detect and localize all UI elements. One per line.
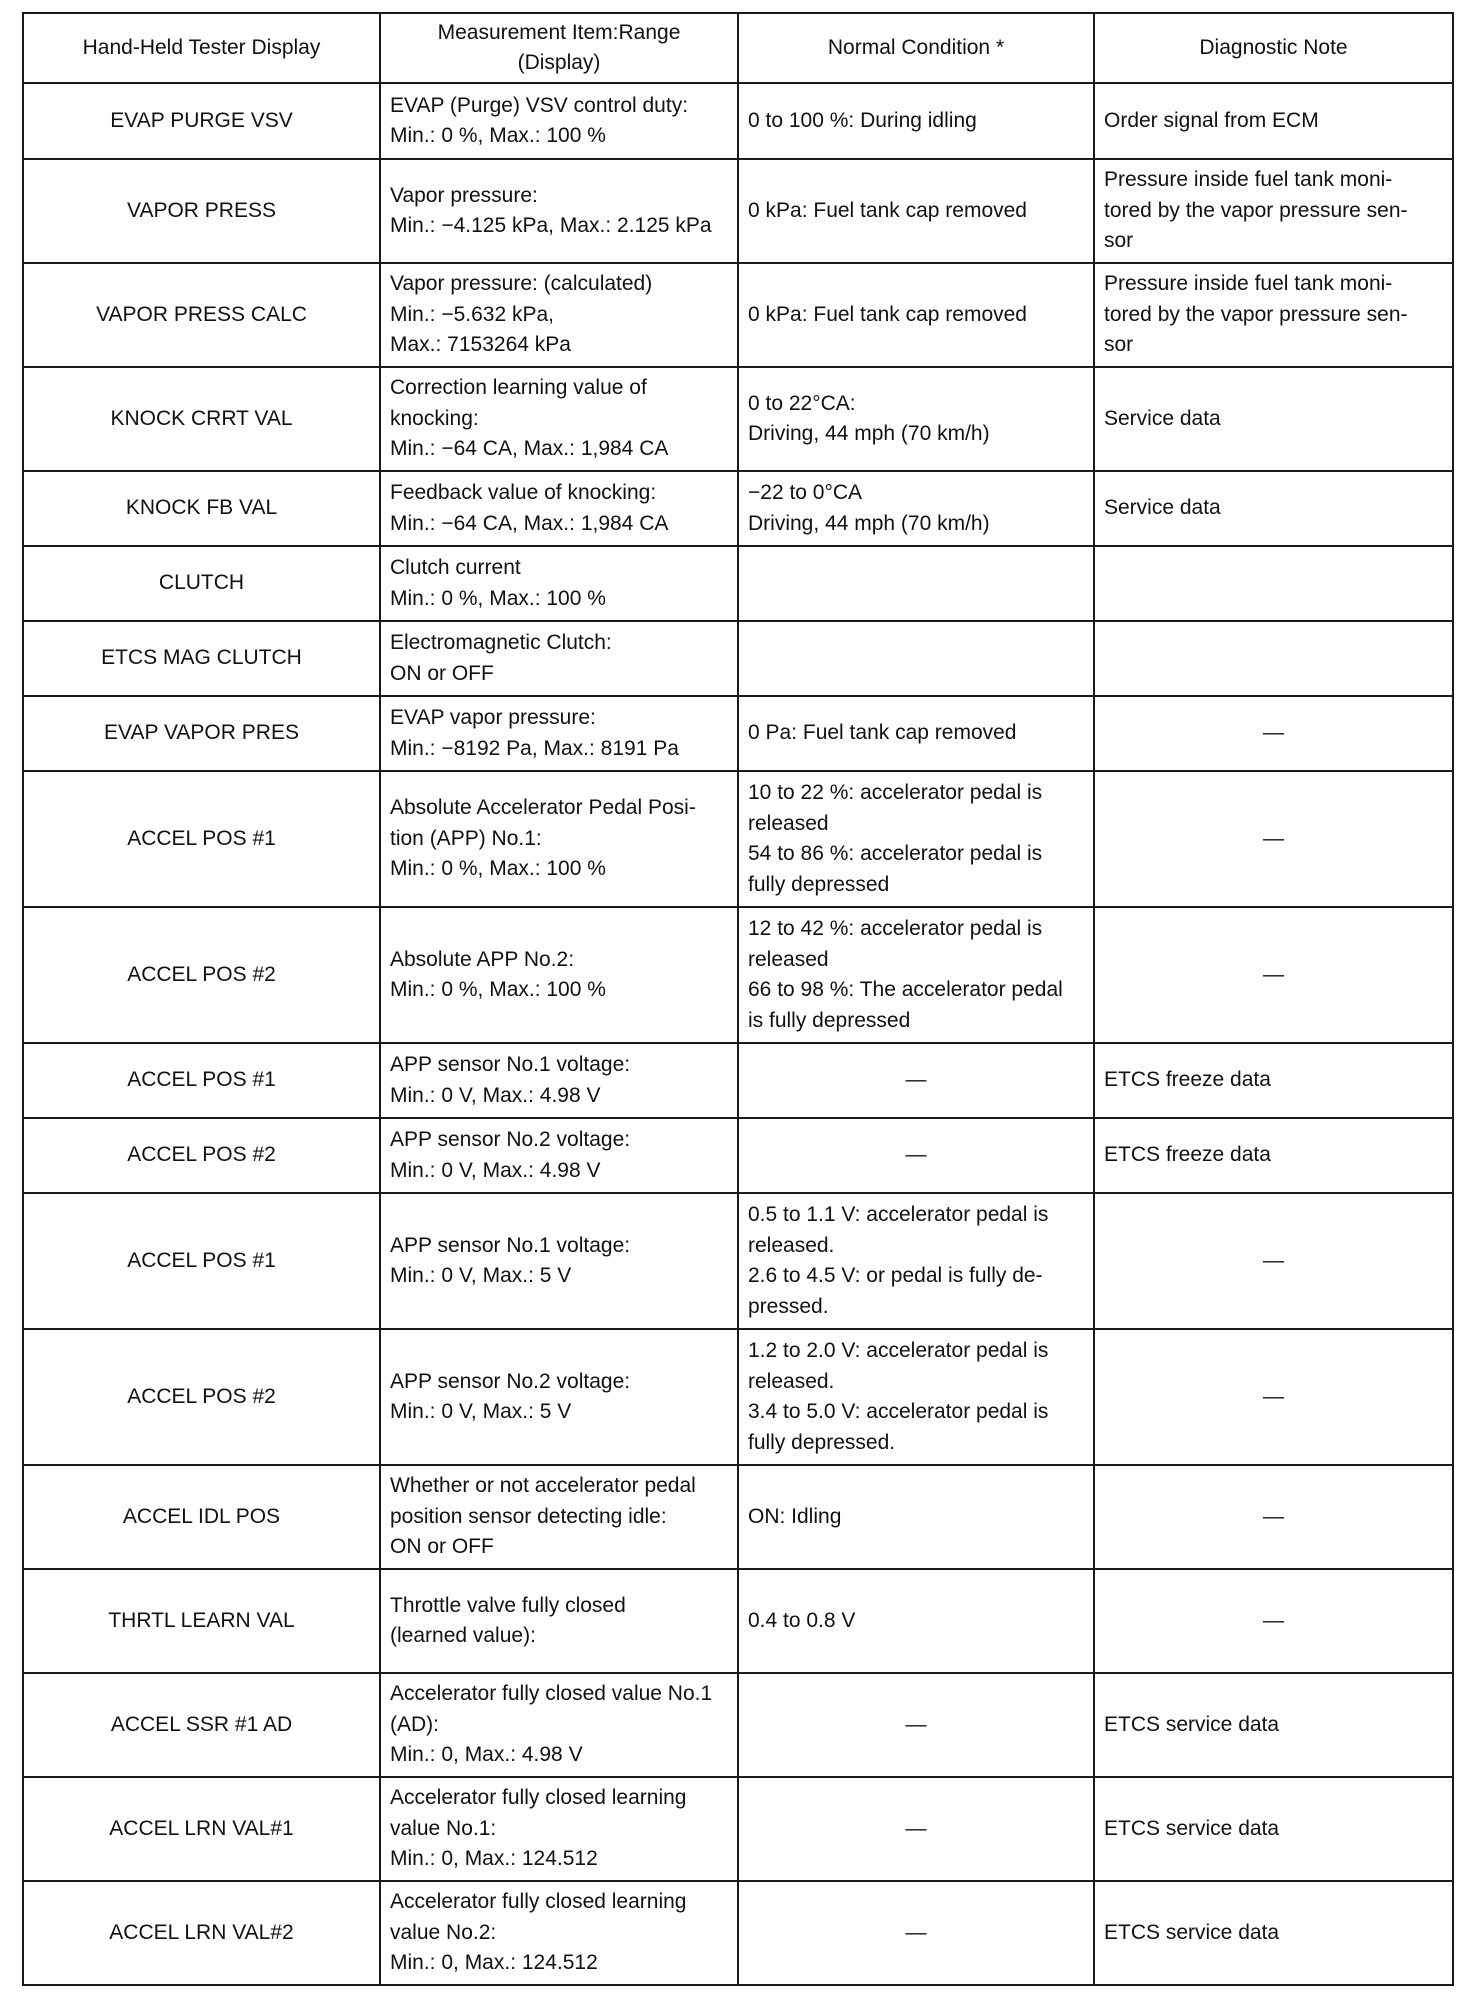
measurement-item-cell: APP sensor No.1 voltage: Min.: 0 V, Max.: 5 V bbox=[380, 1193, 738, 1329]
table-row bbox=[23, 471, 1453, 546]
tester-display-cell: ACCEL POS #1 bbox=[23, 1043, 380, 1118]
normal-condition-cell: −22 to 0°CA Driving, 44 mph (70 km/h) bbox=[738, 471, 1094, 546]
normal-condition-cell: — bbox=[738, 1673, 1094, 1777]
header-measurement-item: Measurement Item:Range (Display) bbox=[380, 13, 738, 83]
diagnostic-note-cell: — bbox=[1094, 1569, 1453, 1673]
table-row bbox=[23, 546, 1453, 621]
normal-condition-cell: 0.4 to 0.8 V bbox=[738, 1569, 1094, 1673]
table-row bbox=[23, 771, 1453, 907]
measurement-item-cell: EVAP (Purge) VSV control duty: Min.: 0 %, Max.: 100 % bbox=[380, 83, 738, 159]
table-header bbox=[23, 13, 1453, 83]
normal-condition-cell: — bbox=[738, 1043, 1094, 1118]
tester-display-cell: VAPOR PRESS bbox=[23, 159, 380, 263]
diagnostic-note-cell: Service data bbox=[1094, 367, 1453, 471]
measurement-item-cell: EVAP vapor pressure: Min.: −8192 Pa, Max.: 8191 Pa bbox=[380, 696, 738, 771]
header-tester-display: Hand-Held Tester Display bbox=[23, 13, 380, 83]
normal-condition-cell: — bbox=[738, 1777, 1094, 1881]
normal-condition-cell: 0 Pa: Fuel tank cap removed bbox=[738, 696, 1094, 771]
table-row bbox=[23, 83, 1453, 159]
table-row bbox=[23, 621, 1453, 696]
normal-condition-cell: 0 kPa: Fuel tank cap removed bbox=[738, 159, 1094, 263]
diagnostic-note-cell bbox=[1094, 621, 1453, 696]
tester-display-cell: ETCS MAG CLUTCH bbox=[23, 621, 380, 696]
normal-condition-cell: 12 to 42 %: accelerator pedal is released 66 to 98 %: The accelerator pedal is fully depressed bbox=[738, 907, 1094, 1043]
diagnostic-note-cell: — bbox=[1094, 907, 1453, 1043]
measurement-item-cell: Accelerator fully closed value No.1 (AD): Min.: 0, Max.: 4.98 V bbox=[380, 1673, 738, 1777]
diagnostic-note-cell: ETCS freeze data bbox=[1094, 1118, 1453, 1193]
diagnostic-note-cell: — bbox=[1094, 696, 1453, 771]
diagnostic-note-cell bbox=[1094, 546, 1453, 621]
measurement-item-cell: Feedback value of knocking: Min.: −64 CA, Max.: 1,984 CA bbox=[380, 471, 738, 546]
table-row bbox=[23, 367, 1453, 471]
measurement-item-cell: Correction learning value of knocking: Min.: −64 CA, Max.: 1,984 CA bbox=[380, 367, 738, 471]
tester-display-cell: ACCEL SSR #1 AD bbox=[23, 1673, 380, 1777]
measurement-item-cell: Accelerator fully closed learning value No.1: Min.: 0, Max.: 124.512 bbox=[380, 1777, 738, 1881]
table-body bbox=[23, 83, 1453, 1985]
tester-display-cell: EVAP PURGE VSV bbox=[23, 83, 380, 159]
measurement-item-cell: Absolute APP No.2: Min.: 0 %, Max.: 100 % bbox=[380, 907, 738, 1043]
table-row bbox=[23, 1465, 1453, 1569]
diagnostic-note-cell: Pressure inside fuel tank moni- tored by the vapor pressure sen- sor bbox=[1094, 159, 1453, 263]
tester-display-cell: ACCEL POS #2 bbox=[23, 907, 380, 1043]
header-diagnostic-note: Diagnostic Note bbox=[1094, 13, 1453, 83]
tester-display-cell: ACCEL POS #1 bbox=[23, 1193, 380, 1329]
tester-display-cell: KNOCK CRRT VAL bbox=[23, 367, 380, 471]
diagnostic-note-cell: ETCS service data bbox=[1094, 1673, 1453, 1777]
tester-display-cell: CLUTCH bbox=[23, 546, 380, 621]
table-row bbox=[23, 263, 1453, 367]
tester-data-table bbox=[22, 12, 1454, 1986]
tester-display-cell: VAPOR PRESS CALC bbox=[23, 263, 380, 367]
measurement-item-cell: Whether or not accelerator pedal position sensor detecting idle: ON or OFF bbox=[380, 1465, 738, 1569]
normal-condition-cell: — bbox=[738, 1881, 1094, 1985]
table-row bbox=[23, 1193, 1453, 1329]
table-row bbox=[23, 1118, 1453, 1193]
tester-display-cell: KNOCK FB VAL bbox=[23, 471, 380, 546]
measurement-item-cell: Electromagnetic Clutch: ON or OFF bbox=[380, 621, 738, 696]
table-row bbox=[23, 1569, 1453, 1673]
normal-condition-cell: 0 to 100 %: During idling bbox=[738, 83, 1094, 159]
normal-condition-cell bbox=[738, 546, 1094, 621]
normal-condition-cell: 0 kPa: Fuel tank cap removed bbox=[738, 263, 1094, 367]
diagnostic-note-cell: ETCS service data bbox=[1094, 1777, 1453, 1881]
diagnostic-note-cell: Order signal from ECM bbox=[1094, 83, 1453, 159]
normal-condition-cell bbox=[738, 621, 1094, 696]
tester-display-cell: ACCEL POS #2 bbox=[23, 1329, 380, 1465]
measurement-item-cell: Throttle valve fully closed (learned value): bbox=[380, 1569, 738, 1673]
diagnostic-note-cell: — bbox=[1094, 1329, 1453, 1465]
measurement-item-cell: Absolute Accelerator Pedal Posi- tion (APP) No.1: Min.: 0 %, Max.: 100 % bbox=[380, 771, 738, 907]
table-row bbox=[23, 1777, 1453, 1881]
tester-display-cell: THRTL LEARN VAL bbox=[23, 1569, 380, 1673]
measurement-item-cell: Clutch current Min.: 0 %, Max.: 100 % bbox=[380, 546, 738, 621]
diagnostic-note-cell: — bbox=[1094, 1193, 1453, 1329]
table-row bbox=[23, 1043, 1453, 1118]
table-row bbox=[23, 907, 1453, 1043]
measurement-item-cell: APP sensor No.1 voltage: Min.: 0 V, Max.: 4.98 V bbox=[380, 1043, 738, 1118]
normal-condition-cell: 0 to 22°CA: Driving, 44 mph (70 km/h) bbox=[738, 367, 1094, 471]
header-normal-condition: Normal Condition * bbox=[738, 13, 1094, 83]
normal-condition-cell: ON: Idling bbox=[738, 1465, 1094, 1569]
diagnostic-note-cell: Pressure inside fuel tank moni- tored by the vapor pressure sen- sor bbox=[1094, 263, 1453, 367]
normal-condition-cell: — bbox=[738, 1118, 1094, 1193]
measurement-item-cell: APP sensor No.2 voltage: Min.: 0 V, Max.: 5 V bbox=[380, 1329, 738, 1465]
table-row bbox=[23, 1673, 1453, 1777]
diagnostic-note-cell: — bbox=[1094, 771, 1453, 907]
measurement-item-cell: Accelerator fully closed learning value No.2: Min.: 0, Max.: 124.512 bbox=[380, 1881, 738, 1985]
diagnostic-note-cell: ETCS service data bbox=[1094, 1881, 1453, 1985]
diagnostic-note-cell: — bbox=[1094, 1465, 1453, 1569]
measurement-item-cell: Vapor pressure: Min.: −4.125 kPa, Max.: 2.125 kPa bbox=[380, 159, 738, 263]
header-row bbox=[23, 13, 1453, 83]
table-row bbox=[23, 159, 1453, 263]
tester-display-cell: EVAP VAPOR PRES bbox=[23, 696, 380, 771]
tester-display-cell: ACCEL LRN VAL#2 bbox=[23, 1881, 380, 1985]
diagnostic-note-cell: ETCS freeze data bbox=[1094, 1043, 1453, 1118]
tester-display-cell: ACCEL IDL POS bbox=[23, 1465, 380, 1569]
tester-display-cell: ACCEL POS #2 bbox=[23, 1118, 380, 1193]
tester-display-cell: ACCEL LRN VAL#1 bbox=[23, 1777, 380, 1881]
table-row bbox=[23, 1881, 1453, 1985]
normal-condition-cell: 1.2 to 2.0 V: accelerator pedal is released. 3.4 to 5.0 V: accelerator pedal is fully depressed. bbox=[738, 1329, 1094, 1465]
table-row bbox=[23, 696, 1453, 771]
table-row bbox=[23, 1329, 1453, 1465]
tester-display-cell: ACCEL POS #1 bbox=[23, 771, 380, 907]
diagnostic-note-cell: Service data bbox=[1094, 471, 1453, 546]
measurement-item-cell: APP sensor No.2 voltage: Min.: 0 V, Max.: 4.98 V bbox=[380, 1118, 738, 1193]
measurement-item-cell: Vapor pressure: (calculated) Min.: −5.632 kPa, Max.: 7153264 kPa bbox=[380, 263, 738, 367]
normal-condition-cell: 10 to 22 %: accelerator pedal is released 54 to 86 %: accelerator pedal is fully depressed bbox=[738, 771, 1094, 907]
normal-condition-cell: 0.5 to 1.1 V: accelerator pedal is released. 2.6 to 4.5 V: or pedal is fully de- pressed. bbox=[738, 1193, 1094, 1329]
